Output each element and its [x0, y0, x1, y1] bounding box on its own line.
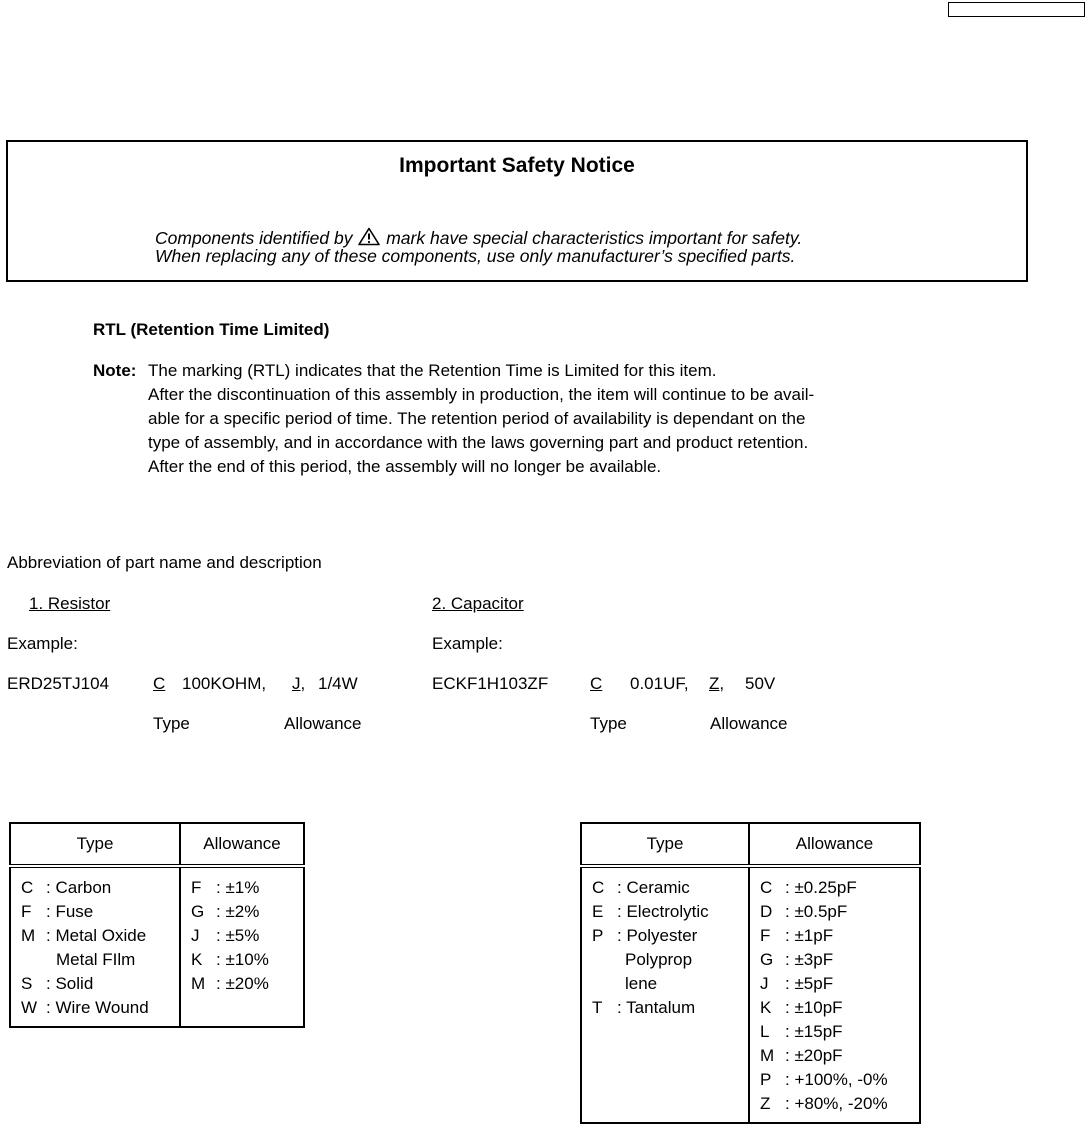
capacitor-allowance-item: D : ±0.5pF — [760, 902, 848, 921]
resistor-type-item: S : Solid — [21, 974, 94, 993]
capacitor-example-part: ECKF1H103ZF — [432, 674, 549, 693]
note-line: After the end of this period, the assembly will no longer be available. — [148, 457, 662, 476]
note-line: The marking (RTL) indicates that the Retention Time is Limited for this item. — [148, 361, 717, 380]
page-number-box — [948, 2, 1085, 17]
resistor-allowance-code: J — [292, 674, 301, 693]
note-line: After the discontinuation of this assembly in production, the item will continue to be avail- — [148, 385, 815, 404]
resistor-type-code: C — [153, 674, 166, 693]
capacitor-example-rating: 50V — [745, 674, 776, 693]
resistor-example-part: ERD25TJ104 — [7, 674, 110, 693]
resistor-allowance-list — [180, 866, 304, 1027]
capacitor-allowance-item: M : ±20pF — [760, 1046, 843, 1065]
capacitor-allowance-item: F : ±1pF — [760, 926, 834, 945]
notice-line-2: When replacing any of these components, use only manufacturer’s specified parts. — [155, 246, 796, 266]
capacitor-table-allowance-header: Allowance — [749, 823, 920, 866]
capacitor-type-code: C — [590, 674, 603, 693]
resistor-table-allowance-header: Allowance — [180, 823, 304, 866]
capacitor-allowance-item: L : ±15pF — [760, 1022, 843, 1041]
resistor-example-value: 100KOHM, — [182, 674, 267, 693]
resistor-allowance-label: Allowance — [284, 714, 362, 733]
resistor-allowance-item: J : ±5% — [191, 926, 260, 945]
capacitor-allowance-list — [749, 866, 920, 1123]
warning-triangle-icon — [358, 227, 380, 246]
capacitor-type-list — [581, 866, 749, 1123]
capacitor-allowance-item: K : ±10pF — [760, 998, 843, 1017]
capacitor-type-item: P : Polyester — [592, 926, 698, 945]
resistor-code-table — [9, 822, 305, 1028]
resistor-allowance-item: M : ±20% — [191, 974, 269, 993]
capacitor-type-label: Type — [590, 714, 627, 733]
abbreviation-heading: Abbreviation of part name and description — [7, 553, 322, 572]
resistor-type-item: Metal FIlm — [56, 950, 136, 969]
capacitor-allowance-item: J : ±5pF — [760, 974, 834, 993]
capacitor-allowance-item: G : ±3pF — [760, 950, 834, 969]
resistor-type-label: Type — [153, 714, 190, 733]
capacitor-type-item: Polyprop — [625, 950, 693, 969]
capacitor-type-item: T : Tantalum — [592, 998, 696, 1017]
capacitor-allowance-item: C : ±0.25pF — [760, 878, 857, 897]
capacitor-allowance-group — [709, 674, 724, 694]
resistor-example-rating: 1/4W — [318, 674, 358, 693]
resistor-type-list — [10, 866, 180, 1027]
resistor-allowance-separator: , — [300, 674, 306, 693]
note-line: able for a specific period of time. The retention period of availability is dependant on the — [148, 409, 806, 428]
capacitor-allowance-item: Z : +80%, -20% — [760, 1094, 888, 1113]
capacitor-code-table — [580, 822, 921, 1124]
note-label: Note: — [93, 361, 137, 380]
notice-title: Important Safety Notice — [399, 154, 635, 177]
capacitor-heading: 2. Capacitor — [432, 594, 524, 613]
capacitor-allowance-item: P : +100%, -0% — [760, 1070, 888, 1089]
capacitor-type-item: lene — [625, 974, 658, 993]
resistor-table-type-header: Type — [10, 823, 180, 866]
resistor-example-label: Example: — [7, 634, 78, 653]
note-line: type of assembly, and in accordance with the laws governing part and product retention. — [148, 433, 809, 452]
resistor-allowance-item: K : ±10% — [191, 950, 269, 969]
resistor-type-item: M : Metal Oxide — [21, 926, 147, 945]
capacitor-type-item: C : Ceramic — [592, 878, 690, 897]
resistor-heading: 1. Resistor — [29, 594, 111, 613]
capacitor-allowance-code: Z — [709, 674, 720, 693]
notice-line-1-start: Components identified by — [155, 228, 353, 248]
resistor-type-item: F : Fuse — [21, 902, 94, 921]
capacitor-example-label: Example: — [432, 634, 503, 653]
capacitor-allowance-separator: , — [719, 674, 725, 693]
resistor-allowance-item: G : ±2% — [191, 902, 260, 921]
capacitor-type-item: E : Electrolytic — [592, 902, 709, 921]
resistor-type-item: W : Wire Wound — [21, 998, 149, 1017]
resistor-allowance-group — [292, 674, 305, 694]
rtl-heading: RTL (Retention Time Limited) — [93, 320, 330, 339]
capacitor-allowance-label: Allowance — [710, 714, 788, 733]
resistor-type-item: C : Carbon — [21, 878, 112, 897]
resistor-allowance-item: F : ±1% — [191, 878, 260, 897]
safety-notice-box — [6, 140, 1028, 282]
capacitor-example-value: 0.01UF, — [630, 674, 689, 693]
capacitor-table-type-header: Type — [581, 823, 749, 866]
notice-line-1-end: mark have special characteristics important for safety. — [386, 228, 803, 248]
